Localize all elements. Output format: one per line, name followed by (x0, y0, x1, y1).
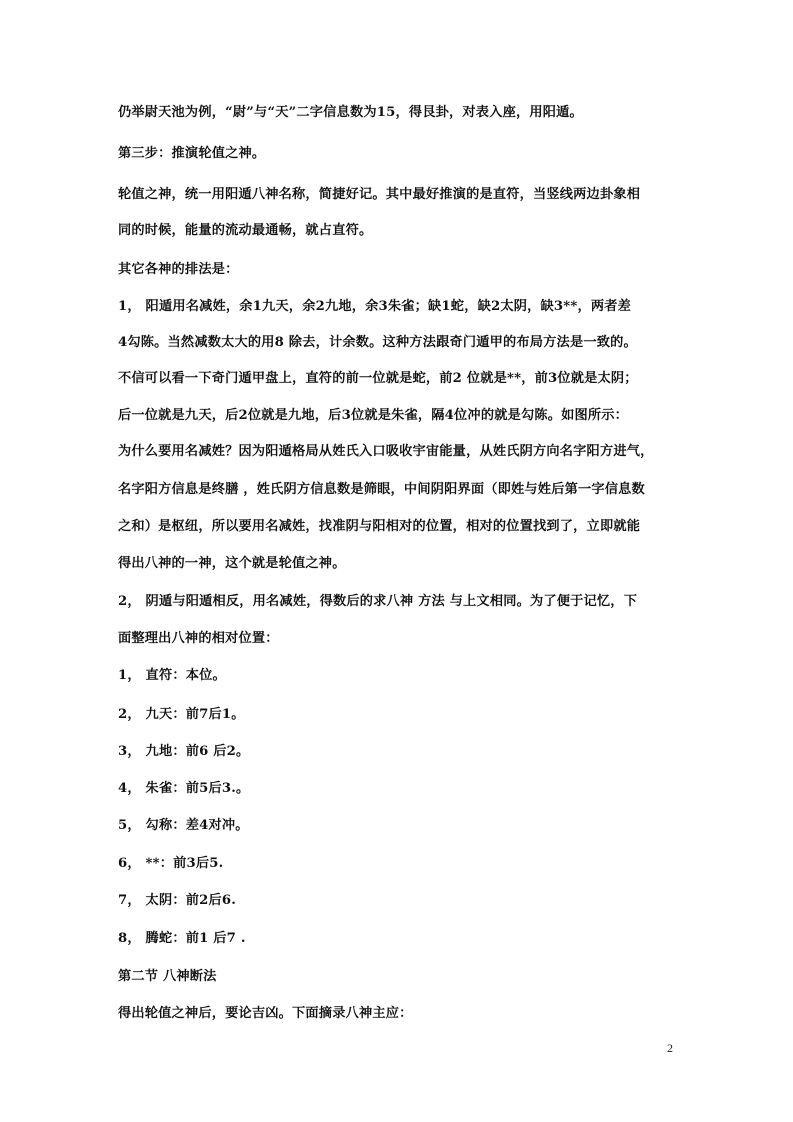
list-item: 8， 腾蛇：前1 后7 . (118, 931, 246, 946)
list-item: 4， 朱雀：前5后3.。 (118, 781, 250, 796)
body-line: 4勾陈。当然减数太大的用8 除去，计余数。这种方法跟奇门遁甲的布局方法是一致的。 (118, 335, 637, 350)
list-item: 5， 勾称：差4对冲。 (118, 818, 249, 833)
body-line: 后一位就是九天，后2位就是九地，后3位就是朱雀，隔4位冲的就是勾陈。如图所示： (118, 408, 629, 423)
list-item: 2， 阴遁与阳遁相反，用名减姓，得数后的求八神 方法 与上文相同。为了便于记忆，下 (118, 594, 638, 609)
section-step-heading: 第三步：推演轮值之神。 (118, 146, 266, 161)
body-line: 面整理出八神的相对位置： (118, 631, 279, 646)
section-heading: 第二节 八神断法 (118, 969, 217, 984)
body-line: 得出轮值之神后，要论吉凶。下面摘录八神主应： (118, 1006, 413, 1021)
list-item: 2， 九天：前7后1。 (118, 707, 245, 722)
list-item: 6， **：前3后5. (118, 856, 224, 871)
page-number: 2 (667, 1041, 673, 1055)
body-line: 得出八神的一神，这个就是轮值之神。 (118, 556, 346, 571)
body-line: 同的时候，能量的流动最通畅，就占直符。 (118, 223, 373, 238)
body-line: 为什么要用名减姓？因为阳遁格局从姓氏入口吸收宇宙能量，从姓氏阴方向名字阳方进气， (118, 444, 654, 459)
body-line: 不信可以看一下奇门遁甲盘上，直符的前一位就是蛇，前2 位就是**，前3位就是太阴； (118, 371, 638, 386)
list-item: 1， 直符：本位。 (118, 668, 226, 683)
list-item: 7， 太阴：前2后6. (118, 893, 237, 908)
body-line: 轮值之神，统一用阳遁八神名称，简捷好记。其中最好推演的是直符，当竖线两边卦象相 (118, 187, 641, 202)
body-line: 仍举尉天池为例，“尉”与“天”二字信息数为15，得艮卦，对表入座，用阳遁。 (118, 105, 583, 120)
body-line: 名字阳方信息是终膳 ，姓氏阴方信息数是筛眼，中间阴阳界面（即姓与姓后第一字信息数 (118, 482, 645, 497)
body-line: 其它各神的排法是： (118, 262, 239, 277)
list-item: 1， 阳遁用名减姓，余1九天，余2九地，余3朱雀；缺1蛇，缺2太阴，缺3**，两者差 (118, 299, 632, 314)
list-item: 3， 九地：前6 后2。 (118, 744, 250, 759)
body-line: 之和）是枢纽，所以要用名减姓，找准阴与阳相对的位置，相对的位置找到了，立即就能 (118, 519, 641, 534)
